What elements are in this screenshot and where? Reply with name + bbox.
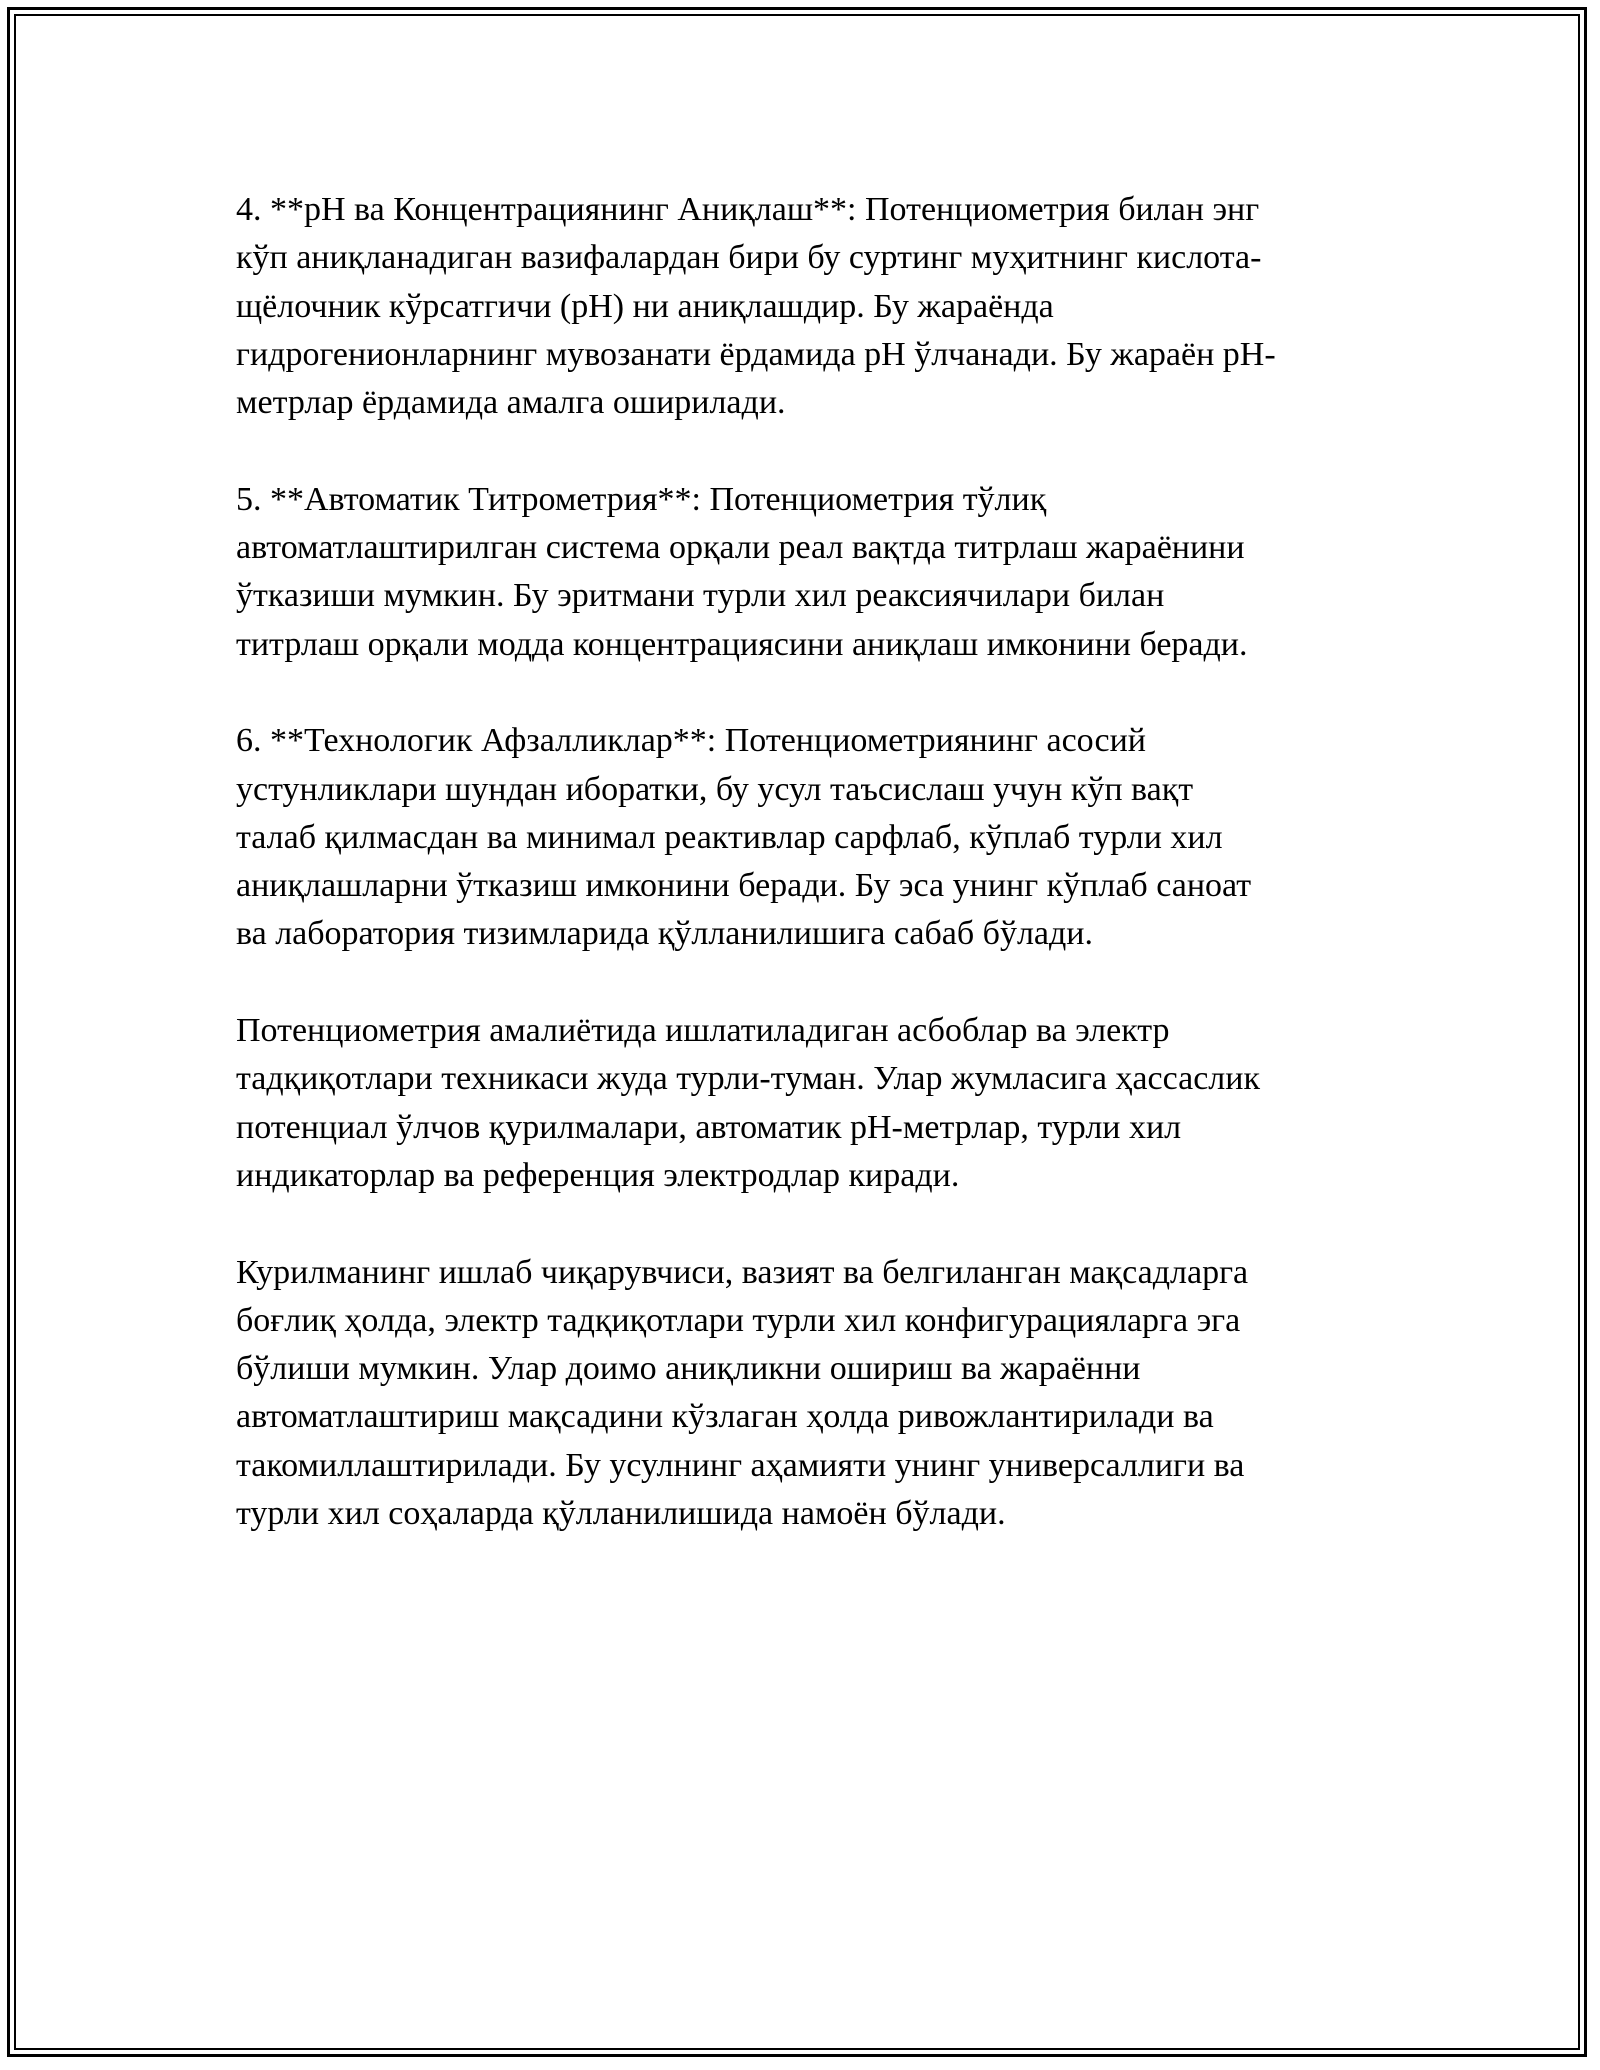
text-line: аниқлашларни ўтказиш имконини беради. Бу эса унинг кўплаб саноат — [236, 867, 1252, 905]
text-line: Курилманинг ишлаб чиқарувчиси, вазият ва белгиланган мақсадларга — [236, 1253, 1249, 1291]
text-line: Потенциометрия амалиётида ишлатиладиган асбоблар ва электр — [236, 1012, 1170, 1050]
text-line: такомиллаштирилади. Бу усулнинг аҳамияти унинг универсаллиги ва — [236, 1446, 1245, 1484]
text-line: метрлар ёрдамида амалга оширилади. — [236, 384, 786, 422]
text-line: боғлиқ ҳолда, электр тадқиқотлари турли хил конфигурацияларга эга — [236, 1301, 1241, 1339]
text-line: бўлиши мумкин. Улар доимо аниқликни ошириш ва жараённи — [236, 1350, 1141, 1388]
text-line: гидрогенионларнинг мувозанати ёрдамида pH ўлчанади. Бу жараён pH- — [236, 335, 1276, 373]
text-line: 5. **Автоматик Титрометрия**: Потенциометрия тўлиқ — [236, 480, 1047, 518]
text-line: устунликлари шундан иборатки, бу усул таъсислаш учун кўп вақт — [236, 770, 1194, 808]
text-line: 4. **pH ва Концентрациянинг Аниқлаш**: Потенциометрия билан энг — [236, 191, 1260, 228]
text-line: ўтказиши мумкин. Бу эритмани турли хил реаксиячилари билан — [236, 577, 1165, 615]
text-line: 6. **Технологик Афзалликлар**: Потенциометриянинг асосий — [236, 722, 1146, 760]
paragraph-ph-concentration — [236, 186, 1376, 427]
text-line: турли хил соҳаларда қўлланилишида намоён бўлади. — [236, 1495, 1006, 1533]
text-line: индикаторлар ва референция электродлар киради. — [236, 1156, 960, 1194]
text-line: автоматлаштириш мақсадини кўзлаган ҳолда ривожлантирилади ва — [236, 1398, 1214, 1436]
paragraph-automatic-titrometry — [236, 476, 1376, 669]
paragraph-configurations — [236, 1249, 1376, 1539]
text-line: титрлаш орқали модда концентрациясини аниқлаш имконини беради. — [236, 625, 1248, 663]
text-line: талаб қилмасдан ва минимал реактивлар сарфлаб, кўплаб турли хил — [236, 818, 1223, 856]
text-line: кўп аниқланадиган вазифалардан бири бу суртинг муҳитнинг кислота- — [236, 239, 1262, 277]
text-line: тадқиқотлари техникаси жуда турли-туман. Улар жумласига ҳассаслик — [236, 1060, 1260, 1098]
paragraph-technological-advantages — [236, 717, 1376, 958]
text-line: потенциал ўлчов қурилмалари, автоматик pH-метрлар, турли хил — [236, 1108, 1182, 1146]
text-line: щёлочник кўрсатгичи (pH) ни аниқлашдир. Бу жараёнда — [236, 287, 1054, 325]
paragraph-instruments — [236, 1007, 1376, 1200]
document-body — [236, 186, 1376, 1587]
text-line: ва лаборатория тизимларида қўлланилишига сабаб бўлади. — [236, 915, 1093, 953]
text-line: автоматлаштирилган система орқали реал вақтда титрлаш жараёнини — [236, 529, 1245, 567]
